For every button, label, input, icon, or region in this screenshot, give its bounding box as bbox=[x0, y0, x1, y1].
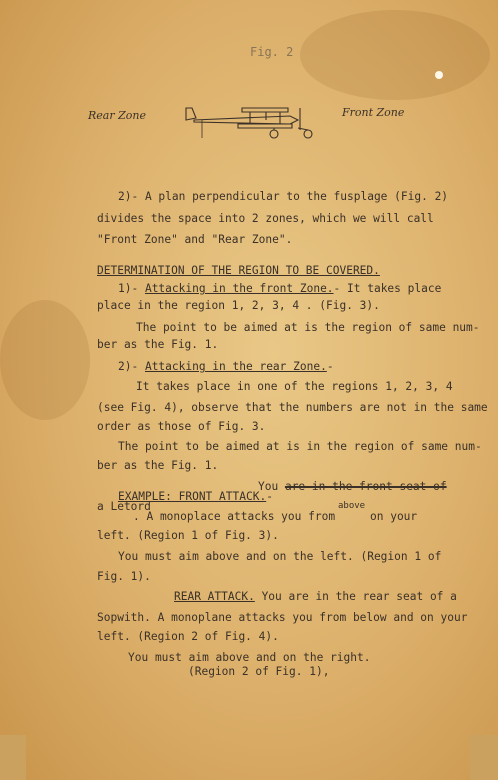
subsection-text: - It takes place bbox=[333, 282, 442, 295]
para-line: Fig. 1). bbox=[97, 570, 151, 583]
subsection-title: Attacking in the front Zone. bbox=[144, 282, 334, 295]
rear-zone-label: Rear Zone bbox=[88, 109, 146, 122]
subsection-title: Attacking in the rear Zone. bbox=[144, 360, 327, 373]
para-line: order as those of Fig. 3. bbox=[97, 420, 266, 433]
para-line: divides the space into 2 zones, which we will call bbox=[97, 212, 434, 225]
subsection-1 bbox=[118, 282, 441, 296]
para-text: You are in the rear seat of a bbox=[254, 590, 457, 603]
para-line: on your bbox=[370, 510, 418, 523]
para-line: You must aim above and on the right. bbox=[128, 651, 371, 664]
faint-heading: Fig. 2 bbox=[250, 45, 294, 59]
para-line: The point to be aimed at is in the region of same num- bbox=[118, 440, 482, 453]
para-line: The point to be aimed at is the region of same num- bbox=[136, 321, 480, 334]
stain bbox=[0, 300, 90, 420]
subsection-number: 1)- bbox=[118, 282, 145, 295]
stain bbox=[300, 10, 490, 100]
para-line: left. (Region 1 of Fig. 3). bbox=[97, 529, 279, 542]
para-line: "Front Zone" and "Rear Zone". bbox=[97, 233, 293, 246]
example-dash: - bbox=[266, 490, 280, 503]
para-line: place in the region 1, 2, 3, 4 . (Fig. 3). bbox=[97, 299, 380, 312]
subsection-number: 2)- bbox=[118, 360, 145, 373]
subsection-text: - bbox=[326, 360, 334, 373]
para-line: ber as the Fig. 1. bbox=[97, 459, 219, 472]
example-text: You bbox=[258, 480, 285, 493]
rear-attack-line bbox=[174, 590, 457, 604]
corner-tab bbox=[470, 735, 498, 780]
section-heading: DETERMINATION OF THE REGION TO BE COVERED. bbox=[97, 264, 380, 277]
para-line: left. (Region 2 of Fig. 4). bbox=[97, 630, 279, 643]
punch-hole bbox=[435, 71, 443, 79]
para-line: (Region 2 of Fig. 1), bbox=[188, 665, 330, 678]
subsection-2 bbox=[118, 360, 334, 374]
biplane-sketch-icon bbox=[180, 98, 320, 140]
para-line: You must aim above and on the left. (Region 1 of bbox=[118, 550, 442, 563]
handwritten-insert: a Letord bbox=[97, 500, 151, 513]
example-you bbox=[258, 480, 447, 494]
example-label: EXAMPLE: FRONT ATTACK. bbox=[118, 490, 267, 503]
para-line: ber as the Fig. 1. bbox=[97, 338, 219, 351]
front-zone-label: Front Zone bbox=[342, 106, 405, 119]
para-line: (see Fig. 4), observe that the numbers are not in the same bbox=[97, 401, 488, 414]
para-line: . A monoplace attacks you from bbox=[133, 510, 336, 523]
handwritten-insert: above bbox=[338, 501, 366, 511]
para-line: Sopwith. A monoplane attacks you from below and on your bbox=[97, 611, 468, 624]
para-line: 2)- A plan perpendicular to the fusplage (Fig. 2) bbox=[118, 190, 449, 203]
rear-attack-label: REAR ATTACK. bbox=[174, 590, 255, 603]
para-line: It takes place in one of the regions 1, 2, 3, 4 bbox=[136, 380, 453, 393]
corner-tab bbox=[0, 735, 26, 780]
struck-text: are in the front seat of bbox=[284, 480, 447, 493]
